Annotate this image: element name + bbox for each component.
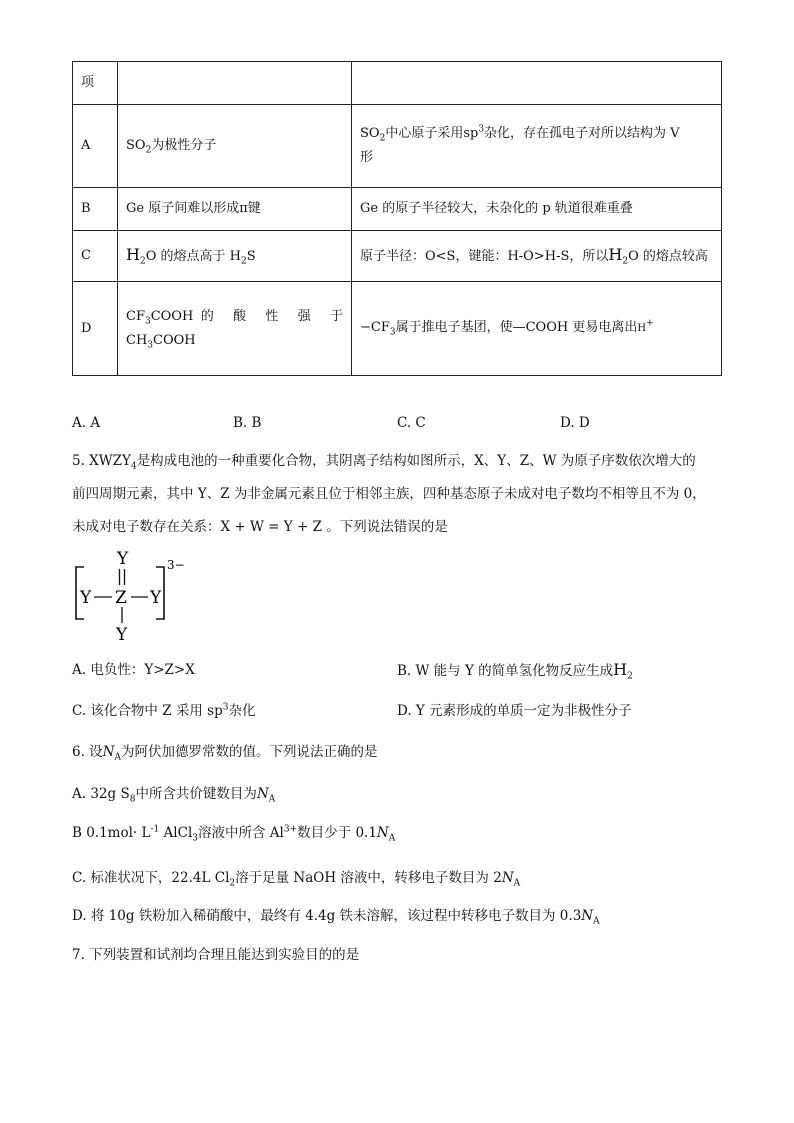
row-reason: $-CF_3$属于推电子基团，使—COOH 更易电离出H+ [352, 282, 722, 376]
row-fact: $CF_3COOH$的 酸 性 强 于 $CH_3COOH$ [118, 282, 352, 376]
atom-top: Y [117, 549, 129, 569]
header-cell-item: 项 [73, 62, 118, 105]
atom-bottom: Y [116, 625, 128, 645]
table-row [73, 282, 722, 376]
q6-option-c[interactable]: C. 标准状况下，22.4L $Cl_2$溶于足量 NaOH 溶液中，转移电子数目为 $2N_A$ [72, 870, 521, 889]
header-cell-fact [118, 62, 352, 105]
q6-stem: 6. 设$N_A$为阿伏加德罗常数的值。下列说法正确的是 [72, 744, 378, 763]
q5-option-d[interactable]: D. Y 元素形成的单质一定为非极性分子 [397, 703, 632, 719]
q5-stem-line-3: 未成对电子数存在关系：X + W = Y + Z 。下列说法错误的是 [72, 519, 448, 535]
row-reason: 原子半径：O<S，键能：H-O>H-S，所以$H_2O$ 的熔点较高 [352, 231, 722, 282]
q4-option-c[interactable]: C. C [397, 415, 426, 431]
row-key: C [73, 231, 118, 282]
q4-table [72, 61, 722, 376]
row-key: A [73, 105, 118, 188]
atom-center: Z [115, 588, 127, 608]
row-fact: Ge 原子间难以形成π键 [118, 188, 352, 231]
table-row [73, 188, 722, 231]
atom-left: Y [80, 588, 92, 608]
header-cell-reason [352, 62, 722, 105]
q6-option-d[interactable]: D. 将 10g 铁粉加入稀硝酸中，最终有 4.4g 铁未溶解，该过程中转移电子数目为 $0.3N_A$ [72, 908, 600, 927]
atom-right: Y [150, 588, 162, 608]
ion-charge: 3− [167, 558, 185, 572]
row-fact: $H_2O$ 的熔点高于 $H_2S$ [118, 231, 352, 282]
q6-option-b[interactable]: B $0.1mol\cdot L^{-1}$ AlCl$_3$溶液中所含 $Al^{3+}$数目少于 $0.1N_A$ [72, 824, 396, 844]
row-fact: $SO_2$为极性分子 [118, 105, 352, 188]
q7-stem: 7. 下列装置和试剂均合理且能达到实验目的的是 [72, 947, 360, 963]
row-reason: $SO_2$中心原子采用$sp^3$杂化，存在孤电子对所以结构为 V 形 [352, 105, 722, 188]
table-row [73, 105, 722, 188]
q5-stem-line-2: 前四周期元素，其中 Y、Z 为非金属元素且位于相邻主族，四种基态原子未成对电子数均不相等且不为 0， [72, 486, 706, 502]
q5-option-c[interactable]: C. 该化合物中 Z 采用 $sp^3$杂化 [72, 702, 256, 719]
q4-option-a[interactable]: A. A [72, 415, 101, 431]
row-key: D [73, 282, 118, 376]
row-key: B [73, 188, 118, 231]
q6-option-a[interactable]: A. 32g $S_8$中所含共价键数目为$N_A$ [72, 786, 276, 805]
table-header-row [73, 62, 722, 105]
q5-option-b[interactable]: B. W 能与 Y 的简单氢化物反应生成$H_2$ [397, 660, 633, 682]
table-row [73, 231, 722, 282]
anion-structure-diagram [70, 545, 210, 645]
q4-option-d[interactable]: D. D [560, 415, 590, 431]
q4-option-b[interactable]: B. B [233, 415, 262, 431]
q5-option-a[interactable]: A. 电负性：Y>Z>X [72, 662, 195, 678]
q5-stem-line-1: 5. $XWZY_4$是构成电池的一种重要化合物，其阴离子结构如图所示，X、Y、Z、W 为原子序数依次增大的 [72, 453, 696, 472]
row-reason: Ge 的原子半径较大，未杂化的 p 轨道很难重叠 [352, 188, 722, 231]
